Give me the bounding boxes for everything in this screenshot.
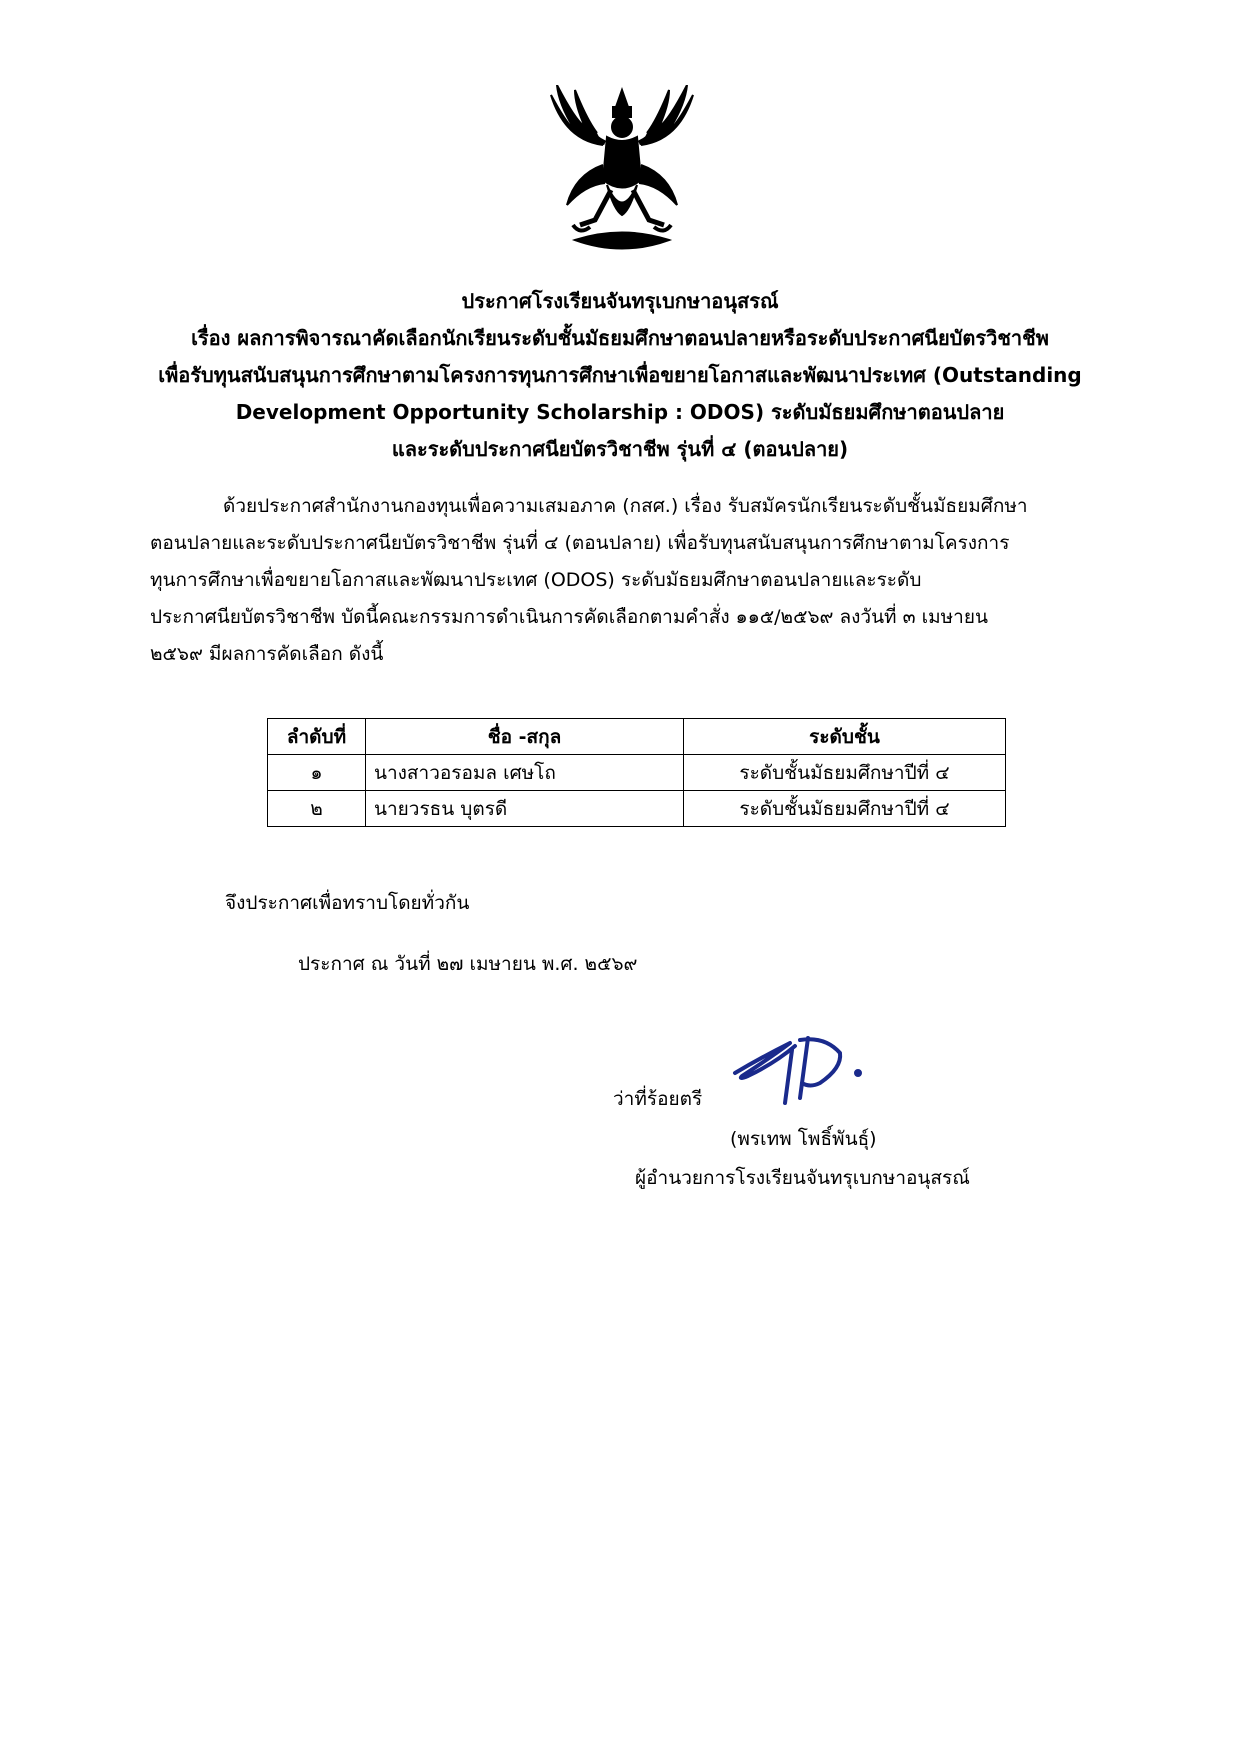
body-line-1: ด้วยประกาศสำนักงานกองทุนเพื่อความเสมอภาค (กสศ.) เรื่อง รับสมัครนักเรียนระดับชั้นมัธยมศึกษา <box>223 495 1028 517</box>
handwritten-signature <box>730 1028 870 1108</box>
header-line-4: Development Opportunity Scholarship : ODOS) ระดับมัธยมศึกษาตอนปลาย <box>235 400 1005 424</box>
column-header-order: ลำดับที่ <box>268 719 366 755</box>
header-line-2: เรื่อง ผลการพิจารณาคัดเลือกนักเรียนระดับชั้นมัธยมศึกษาตอนปลายหรือระดับประกาศนียบัตรวิชาชีพ <box>191 326 1049 350</box>
row-name: นางสาวอรอมล เศษโถ <box>366 755 684 791</box>
header-line-3: เพื่อรับทุนสนับสนุนการศึกษาตามโครงการทุนการศึกษาเพื่อขยายโอกาสและพัฒนาประเทศ (Outstanding <box>158 363 1082 387</box>
header-line-5: และระดับประกาศนียบัตรวิชาชีพ รุ่นที่ ๔ (ตอนปลาย) <box>391 437 849 461</box>
header-line-1: ประกาศโรงเรียนจันทรุเบกษาอนุสรณ์ <box>461 289 779 313</box>
table-header-row <box>268 719 1006 755</box>
garuda-emblem-icon <box>545 85 700 257</box>
row-level: ระดับชั้นมัธยมศึกษาปีที่ ๔ <box>684 755 1006 791</box>
column-header-level: ระดับชั้น <box>684 719 1006 755</box>
closing-statement: จึงประกาศเพื่อทราบโดยทั่วกัน <box>225 892 470 914</box>
row-number: ๒ <box>268 791 366 827</box>
signer-rank: ว่าที่ร้อยตรี <box>613 1088 703 1110</box>
body-line-5: ๒๕๖๙ มีผลการคัดเลือก ดังนี้ <box>150 643 384 665</box>
signer-title: ผู้อำนวยการโรงเรียนจันทรุเบกษาอนุสรณ์ <box>635 1167 970 1189</box>
signer-name: (พรเทพ โพธิ์พันธุ์) <box>730 1128 877 1150</box>
body-line-4: ประกาศนียบัตรวิชาชีพ บัดนี้คณะกรรมการดำเนินการคัดเลือกตามคำสั่ง ๑๑๕/๒๕๖๙ ลงวันที่ ๓ เมษายน <box>150 606 988 628</box>
row-name: นายวรธน บุตรดี <box>366 791 684 827</box>
body-line-2: ตอนปลายและระดับประกาศนียบัตรวิชาชีพ รุ่นที่ ๔ (ตอนปลาย) เพื่อรับทุนสนับสนุนการศึกษาตามโครงการ <box>150 532 1010 554</box>
table-row <box>268 755 1006 791</box>
body-paragraph <box>150 488 1117 673</box>
announcement-date: ประกาศ ณ วันที่ ๒๗ เมษายน พ.ศ. ๒๕๖๙ <box>298 953 638 975</box>
results-table <box>267 718 1006 827</box>
body-line-3: ทุนการศึกษาเพื่อขยายโอกาสและพัฒนาประเทศ (ODOS) ระดับมัธยมศึกษาตอนปลายและระดับ <box>150 569 922 591</box>
column-header-name: ชื่อ -สกุล <box>366 719 684 755</box>
row-level: ระดับชั้นมัธยมศึกษาปีที่ ๔ <box>684 791 1006 827</box>
row-number: ๑ <box>268 755 366 791</box>
announcement-header <box>120 283 1120 468</box>
table-row <box>268 791 1006 827</box>
